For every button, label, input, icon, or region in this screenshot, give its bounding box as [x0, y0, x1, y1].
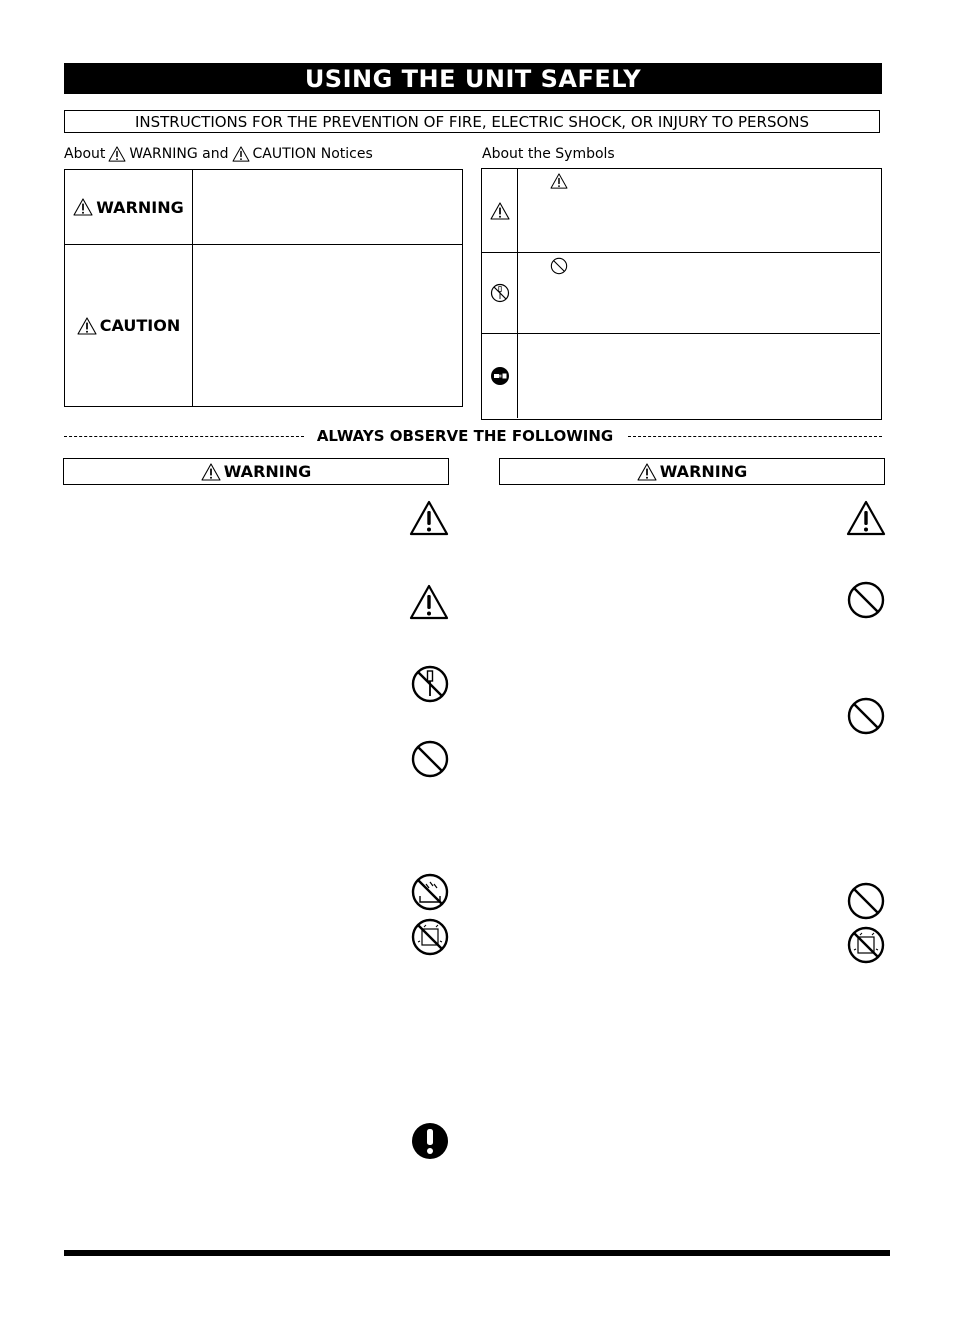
unplug-icon — [490, 366, 510, 386]
caution-label: CAUTION — [99, 316, 181, 335]
instructions-banner-text: INSTRUCTIONS FOR THE PREVENTION OF FIRE, ELECTRIC SHOCK, OR INJURY TO PERSONS — [134, 112, 810, 131]
warning-triangle-icon — [201, 463, 221, 481]
right-warning-header-label: WARNING — [659, 462, 748, 481]
symbols-caption-text: About the Symbols — [482, 146, 615, 162]
prohibited-icon — [550, 257, 568, 275]
notices-caption-caution: CAUTION Notices — [252, 146, 373, 162]
notices-caption — [64, 146, 373, 162]
symbol-row-mandatory — [482, 334, 880, 418]
caution-label-cell — [65, 245, 193, 406]
no-children-icon — [846, 925, 886, 965]
no-disassemble-icon — [490, 283, 510, 303]
prohibited-icon — [846, 696, 886, 736]
instructions-banner — [64, 110, 880, 133]
notice-row-caution — [65, 245, 462, 406]
notice-row-warning — [65, 170, 462, 245]
caution-triangle-icon — [409, 500, 449, 536]
notices-table — [64, 169, 463, 407]
mandatory-icon — [410, 1121, 450, 1161]
warning-label-cell — [65, 170, 193, 244]
prohibited-icon — [846, 881, 886, 921]
warning-triangle-icon — [637, 463, 657, 481]
left-warning-header-label: WARNING — [223, 462, 312, 481]
prohibited-icon — [846, 580, 886, 620]
symbol-row-prohibited — [482, 253, 880, 334]
warning-triangle-icon — [73, 198, 93, 216]
no-disassemble-icon — [410, 664, 450, 704]
always-observe-heading: ALWAYS OBSERVE THE FOLLOWING — [305, 427, 625, 445]
caution-triangle-icon — [77, 317, 97, 335]
notices-caption-prefix: About — [64, 146, 106, 162]
warning-triangle-icon — [108, 146, 126, 162]
left-warning-header — [63, 458, 449, 485]
bottom-rule — [64, 1250, 890, 1256]
caution-triangle-icon — [490, 202, 510, 220]
notices-caption-warning: WARNING and — [129, 146, 229, 162]
caution-triangle-icon — [409, 584, 449, 620]
caution-triangle-icon — [846, 500, 886, 536]
warning-label: WARNING — [96, 197, 184, 217]
dashed-divider-right — [628, 436, 882, 437]
symbol-row-caution — [482, 169, 880, 253]
caution-triangle-icon — [550, 173, 568, 189]
right-warning-header — [499, 458, 885, 485]
caution-triangle-icon — [232, 146, 250, 162]
page-title-text: USING THE UNIT SAFELY — [304, 64, 642, 93]
dashed-divider-left — [64, 436, 304, 437]
prohibited-icon — [410, 739, 450, 779]
page-title — [64, 63, 882, 94]
no-children-icon — [410, 917, 450, 957]
symbols-table — [481, 168, 882, 420]
symbols-caption — [482, 146, 615, 162]
no-water-icon — [410, 872, 450, 912]
